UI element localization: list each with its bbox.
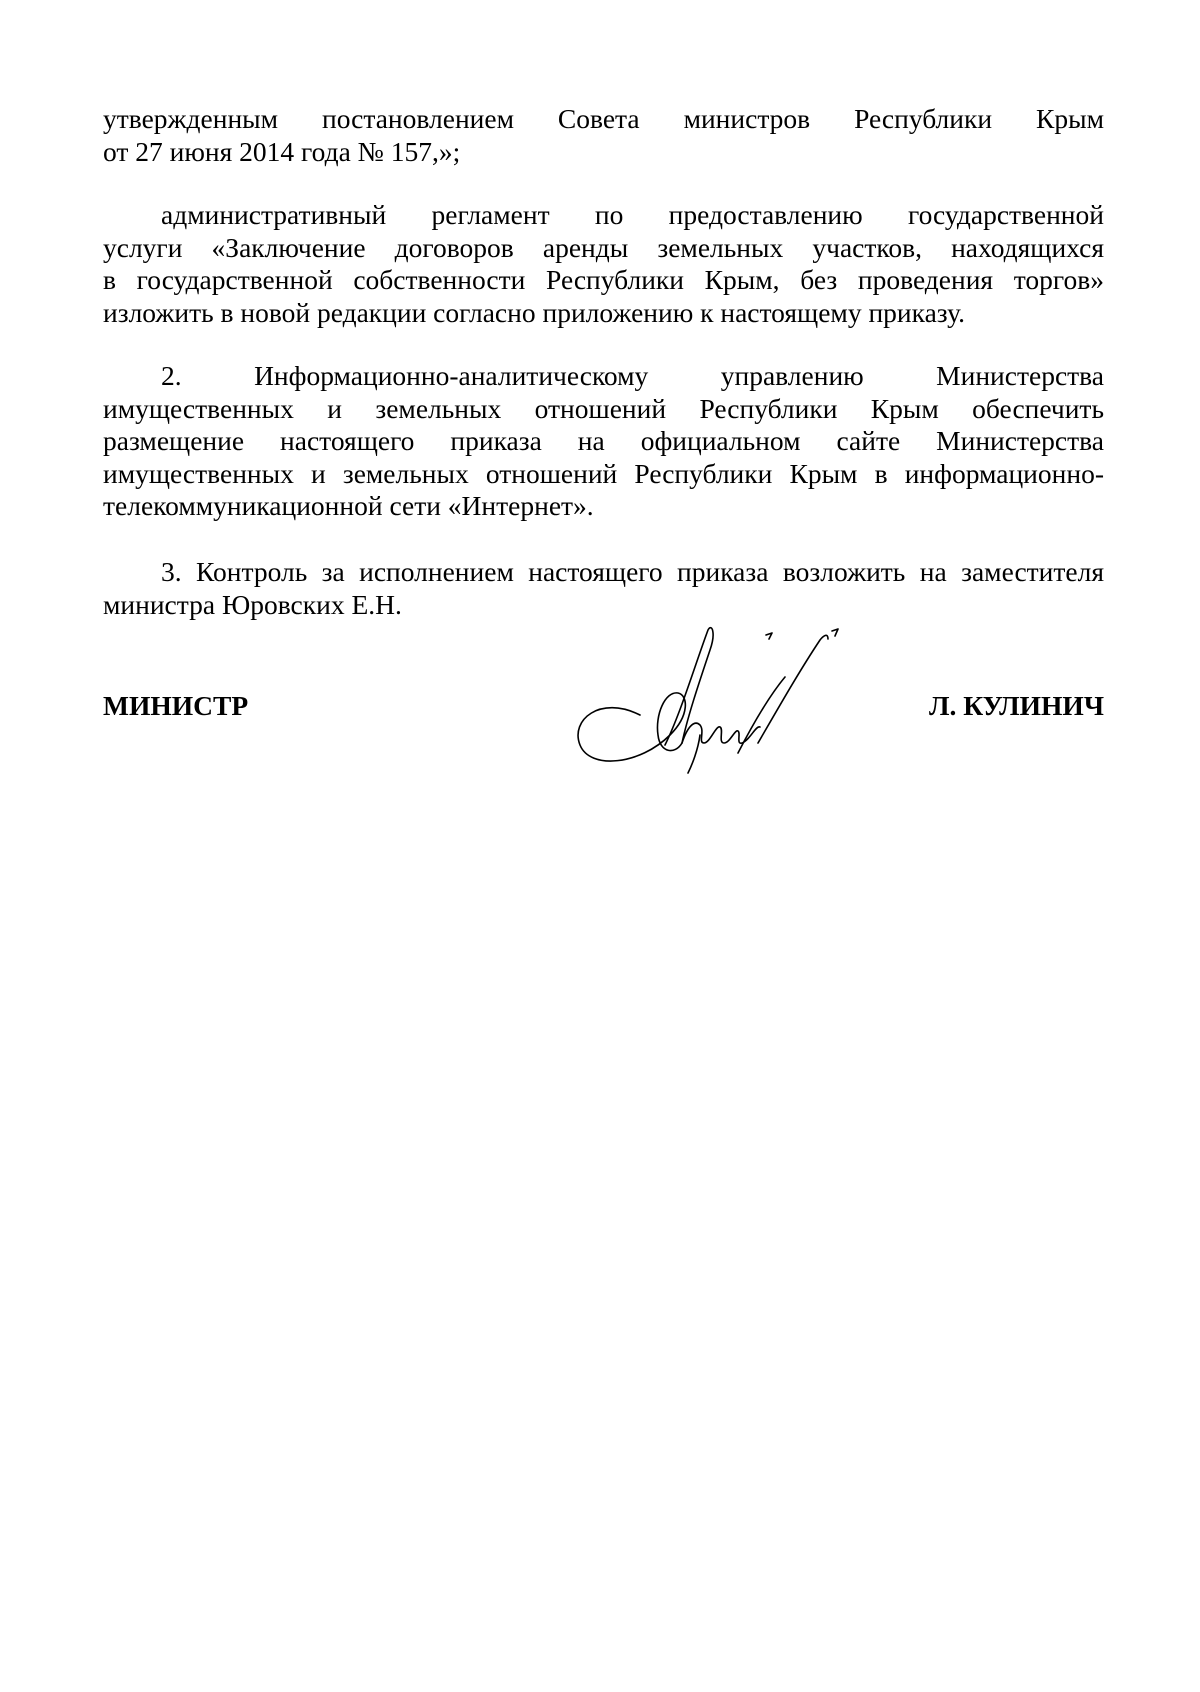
- paragraph-1-line-1: утвержденным постановлением Совета министров Республики Крым: [103, 103, 1104, 134]
- paragraph-2-line-3: в государственной собственности Республики Крым, без проведения торгов»: [103, 264, 1104, 295]
- paragraph-2-line-2: услуги «Заключение договоров аренды земельных участков, находящихся: [103, 231, 1104, 263]
- paragraph-3-line-4: имущественных и земельных отношений Республики Крым в информационно-: [103, 457, 1104, 489]
- paragraph-1: [103, 103, 1104, 168]
- signatory-name: Л. КУЛИНИЧ: [928, 690, 1104, 721]
- paragraph-4-line-1: 3. Контроль за исполнением настоящего приказа возложить на заместителя: [161, 556, 1104, 587]
- paragraph-1-line-2: от 27 июня 2014 года № 157,»;: [103, 135, 461, 167]
- paragraph-3-line-1: 2. Информационно-аналитическому управлению Министерства: [161, 360, 1104, 391]
- paragraph-3: [103, 360, 1104, 523]
- paragraph-3-line-3: размещение настоящего приказа на официальном сайте Министерства: [103, 425, 1104, 456]
- paragraph-3-line-2: имущественных и земельных отношений Республики Крым обеспечить: [103, 392, 1104, 424]
- paragraph-4: [103, 556, 1104, 621]
- paragraph-2-line-4: изложить в новой редакции согласно приложению к настоящему приказу.: [103, 296, 965, 328]
- paragraph-2: [103, 199, 1104, 329]
- signatory-title: МИНИСТР: [103, 690, 249, 721]
- handwritten-signature: [570, 625, 860, 775]
- paragraph-2-line-1: административный регламент по предоставлению государственной: [161, 199, 1104, 230]
- paragraph-4-line-2: министра Юровских Е.Н.: [103, 588, 402, 620]
- paragraph-3-line-5: телекоммуникационной сети «Интернет».: [103, 490, 594, 521]
